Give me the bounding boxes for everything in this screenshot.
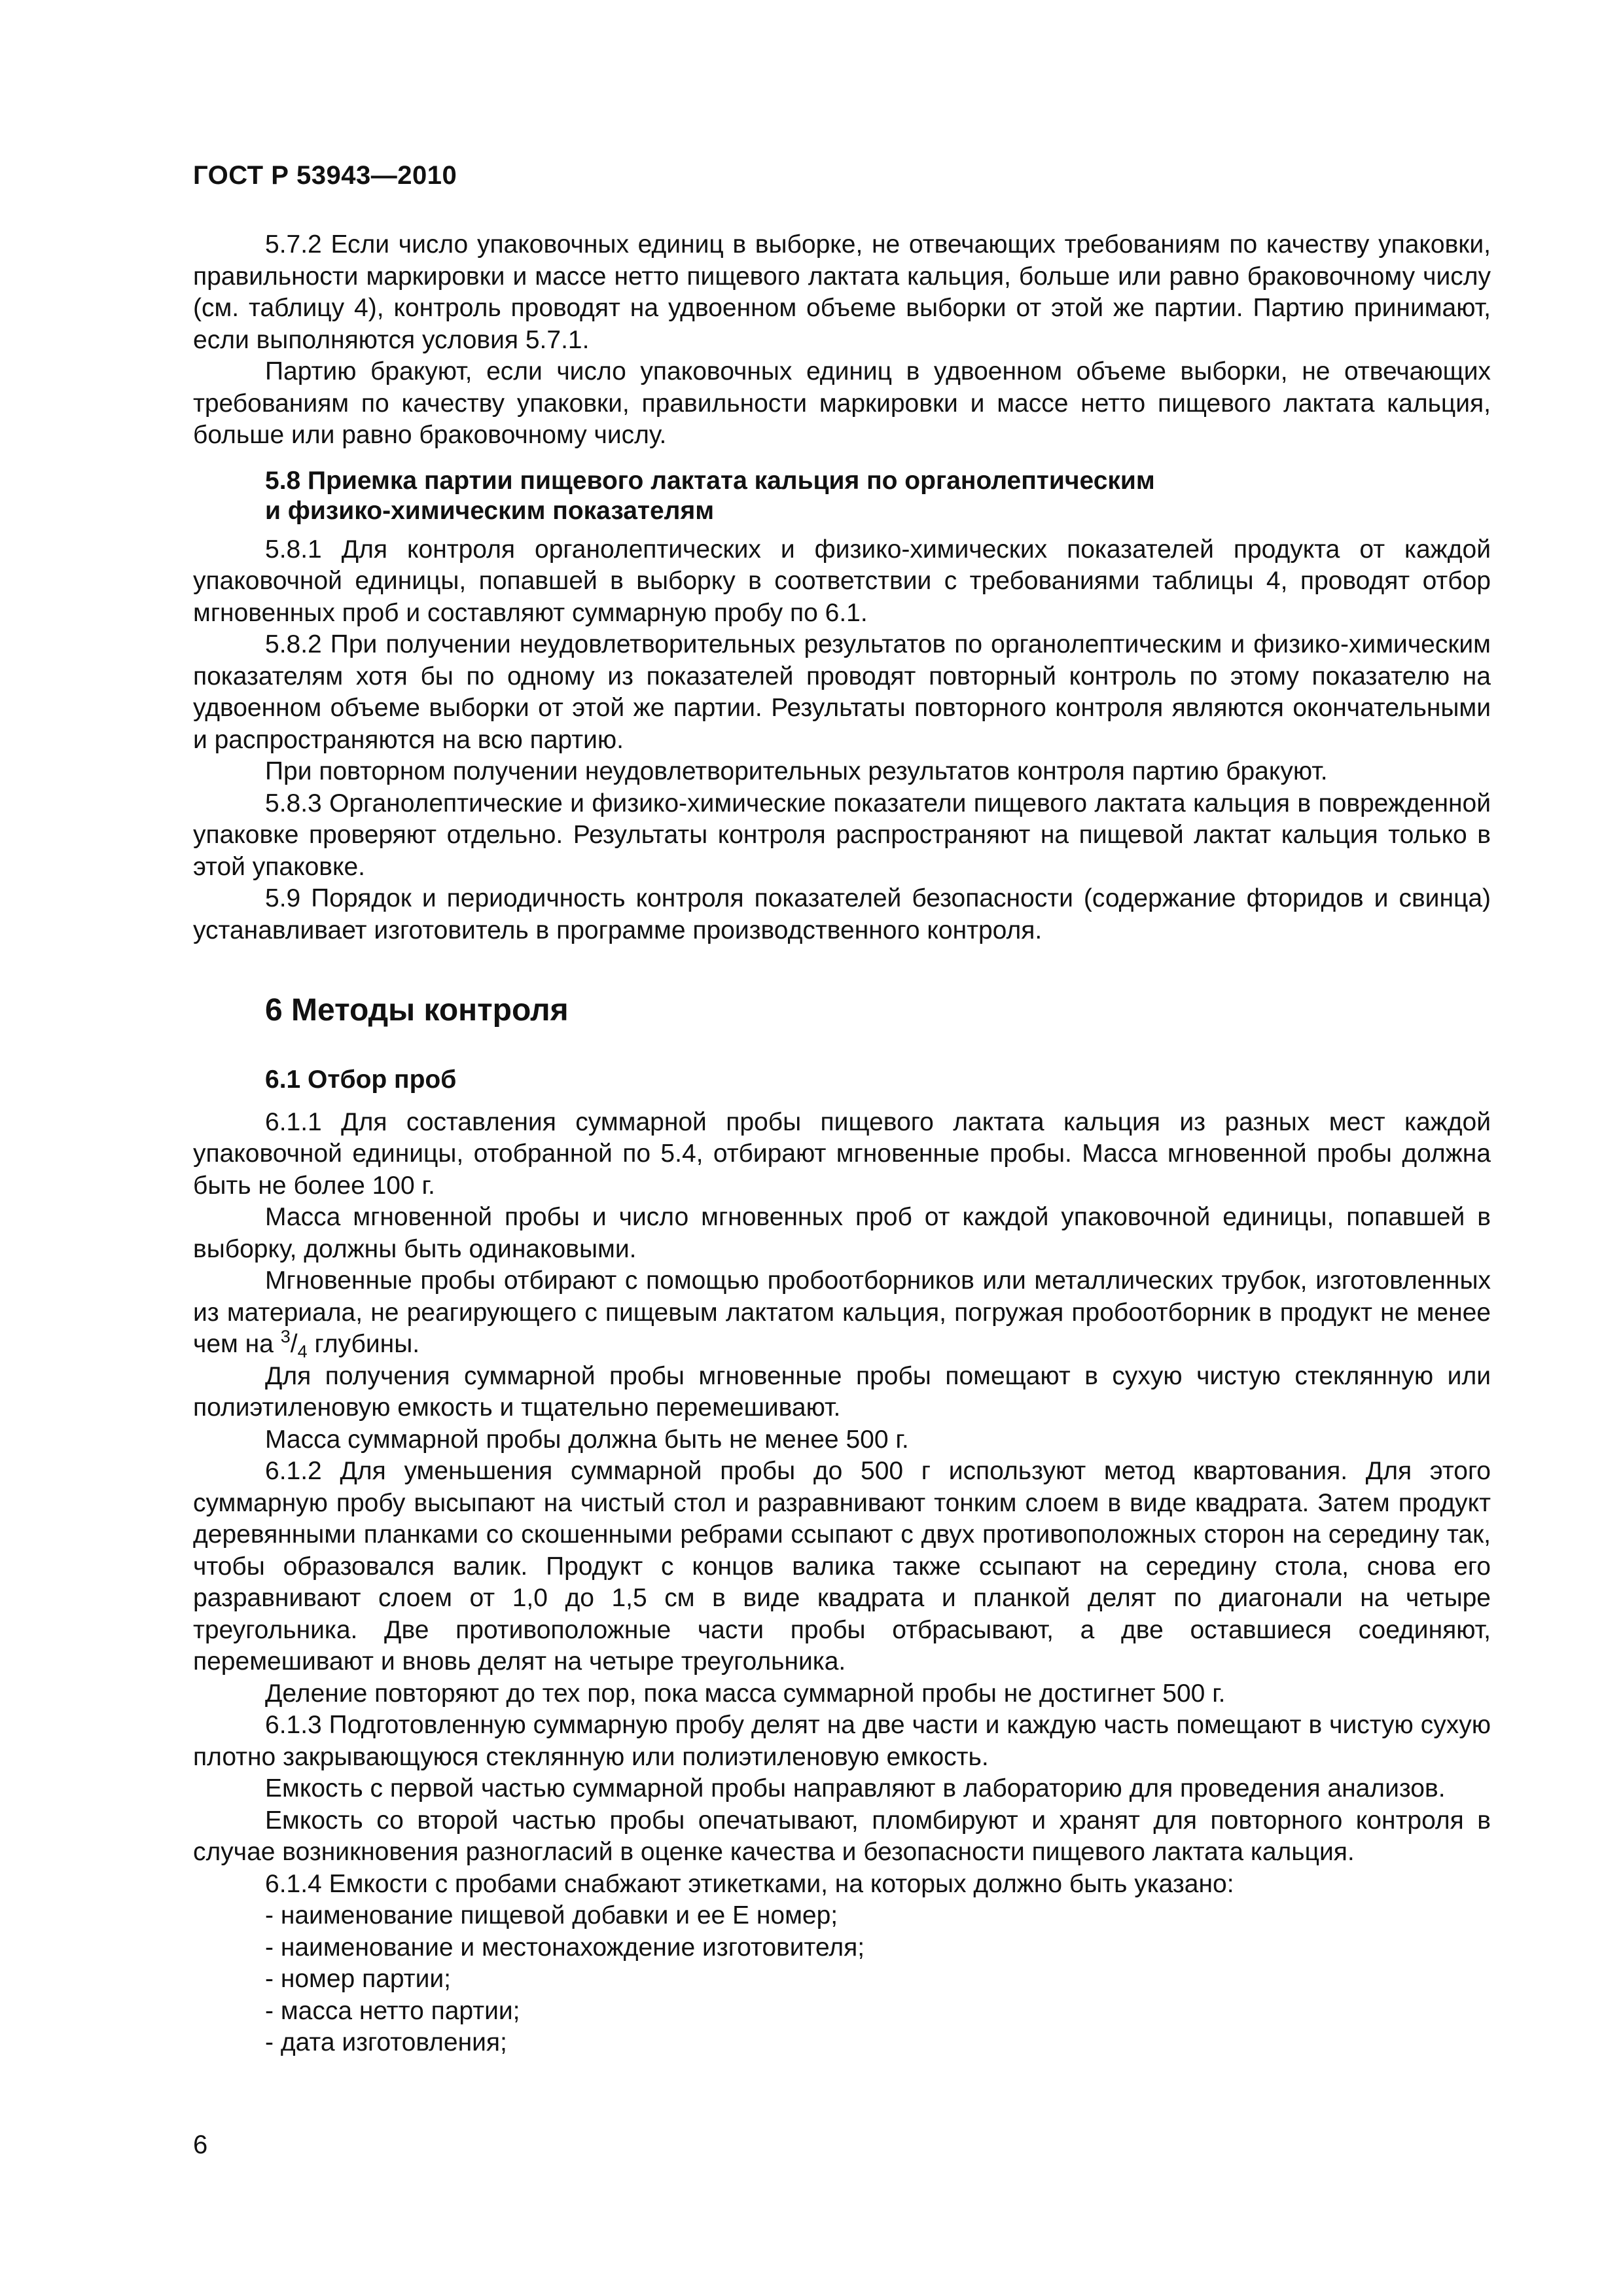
paragraph-6-1-3: 6.1.3 Подготовленную суммарную пробу делят на две части и каждую часть помещают в чистую сухую плотно закрывающуюся стеклянную или полиэтиленовую емкость.	[193, 1711, 1491, 1771]
page-number: 6	[193, 2130, 208, 2159]
paragraph-6-1-1-sampling	[193, 1265, 1491, 1361]
paragraph-6-1-2-repeat: Деление повторяют до тех пор, пока масса суммарной пробы не достигнет 500 г.	[265, 1679, 1226, 1708]
fraction-denominator: 4	[297, 1342, 308, 1362]
label-requirements-list	[193, 1900, 1491, 2059]
heading-6-1: 6.1 Отбор проб	[265, 1066, 457, 1094]
document-header: ГОСТ Р 53943—2010	[193, 161, 457, 190]
fraction-slash: /	[290, 1330, 298, 1358]
paragraph-5-7-2: 5.7.2 Если число упаковочных единиц в выборке, не отвечающих требованиям по качеству упаковки, правильности маркировки и массе нетто пищевого лактата кальция, больше или равно браковочному числу (см. таблицу 4), контроль проводят на удвоенном объеме выборки от этой же партии. Партию принимают, если выполняются условия 5.7.1.	[193, 230, 1491, 354]
paragraph-5-8-2-repeat: При повторном получении неудовлетворительных результатов контроля партию бракуют.	[265, 757, 1328, 785]
heading-5-8: 5.8 Приемка партии пищевого лактата кальция по органолептическим и физико-химическим показателям	[265, 466, 1155, 525]
paragraph-text: Мгновенные пробы отбирают с помощью пробоотборников или металлических трубок, изготовленных из материала, не реагирующего с пищевым лактатом кальция, погружая пробоотборник в продукт не менее чем на	[193, 1266, 1491, 1358]
paragraph-6-1-1-mass: Масса мгновенной пробы и число мгновенных проб от каждой упаковочной единицы, попавшей в выборку, должны быть одинаковыми.	[193, 1203, 1491, 1263]
paragraph-6-1-2: 6.1.2 Для уменьшения суммарной пробы до 500 г используют метод квартования. Для этого суммарную пробу высыпают на чистый стол и разравнивают тонким слоем в виде квадрата. Затем продукт деревянными планками со скошенными ребрами ссыпают с двух противоположных сторон на середину так, чтобы образовался валик. Продукт с концов валика также ссыпают на середину стола, снова его разравнивают слоем от 1,0 до 1,5 см в виде квадрата и планкой делят по диагонали на четыре треугольника. Две противоположные части пробы отбрасывают, а две оставшиеся соединяют, перемешивают и вновь делят на четыре треугольника.	[193, 1457, 1491, 1676]
list-item: - масса нетто партии;	[265, 1996, 520, 2025]
paragraph-5-8-3: 5.8.3 Органолептические и физико-химические показатели пищевого лактата кальция в поврежденной упаковке проверяют отдельно. Результаты контроля распространяют на пищевой лактат кальция только в этой упаковке.	[193, 789, 1491, 881]
list-item: - наименование и местонахождение изготовителя;	[265, 1933, 865, 1962]
paragraph-6-1-4: 6.1.4 Емкости с пробами снабжают этикетками, на которых должно быть указано:	[265, 1869, 1234, 1898]
paragraph-5-8-2: 5.8.2 При получении неудовлетворительных результатов по органолептическим и физико-химическим показателям хотя бы по одному из показателей проводят повторный контроль по этому показателю на удвоенном объеме выборки от этой же партии. Результаты повторного контроля являются окончательными и распространяются на всю партию.	[193, 630, 1491, 754]
paragraph-5-9: 5.9 Порядок и периодичность контроля показателей безопасности (содержание фторидов и свинца) устанавливает изготовитель в программе производственного контроля.	[193, 884, 1491, 944]
paragraph-5-7-2-reject: Партию бракуют, если число упаковочных единиц в удвоенном объеме выборки, не отвечающих требованиям по качеству упаковки, правильности маркировки и массе нетто пищевого лактата кальция, больше или равно браковочному числу.	[193, 357, 1491, 449]
paragraph-5-8-1: 5.8.1 Для контроля органолептических и физико-химических показателей продукта от каждой упаковочной единицы, попавшей в выборку в соответствии с требованиями таблицы 4, проводят отбор мгновенных проб и составляют суммарную пробу по 6.1.	[193, 535, 1491, 627]
fraction-numerator: 3	[280, 1327, 291, 1347]
list-item: - номер партии;	[265, 1965, 451, 1993]
list-item: - дата изготовления;	[265, 2028, 507, 2056]
paragraph-6-1-1-total-mass: Масса суммарной пробы должна быть не менее 500 г.	[265, 1425, 909, 1454]
heading-section-6: 6 Методы контроля	[265, 993, 569, 1028]
paragraph-text: глубины.	[307, 1330, 420, 1358]
paragraph-6-1-1: 6.1.1 Для составления суммарной пробы пищевого лактата кальция из разных мест каждой упаковочной единицы, отобранной по 5.4, отбирают мгновенные пробы. Масса мгновенной пробы должна быть не более 100 г.	[193, 1107, 1491, 1200]
page-body	[193, 229, 1491, 2059]
paragraph-6-1-3-lab: Емкость с первой частью суммарной пробы направляют в лабораторию для проведения анализов.	[265, 1774, 1446, 1803]
list-item: - наименование пищевой добавки и ее Е номер;	[265, 1901, 838, 1929]
paragraph-6-1-3-storage: Емкость со второй частью пробы опечатывают, пломбируют и хранят для повторного контроля в случае возникновения разногласий в оценке качества и безопасности пищевого лактата кальция.	[193, 1806, 1491, 1866]
paragraph-6-1-1-container: Для получения суммарной пробы мгновенные пробы помещают в сухую чистую стеклянную или полиэтиленовую емкость и тщательно перемешивают.	[193, 1361, 1491, 1422]
